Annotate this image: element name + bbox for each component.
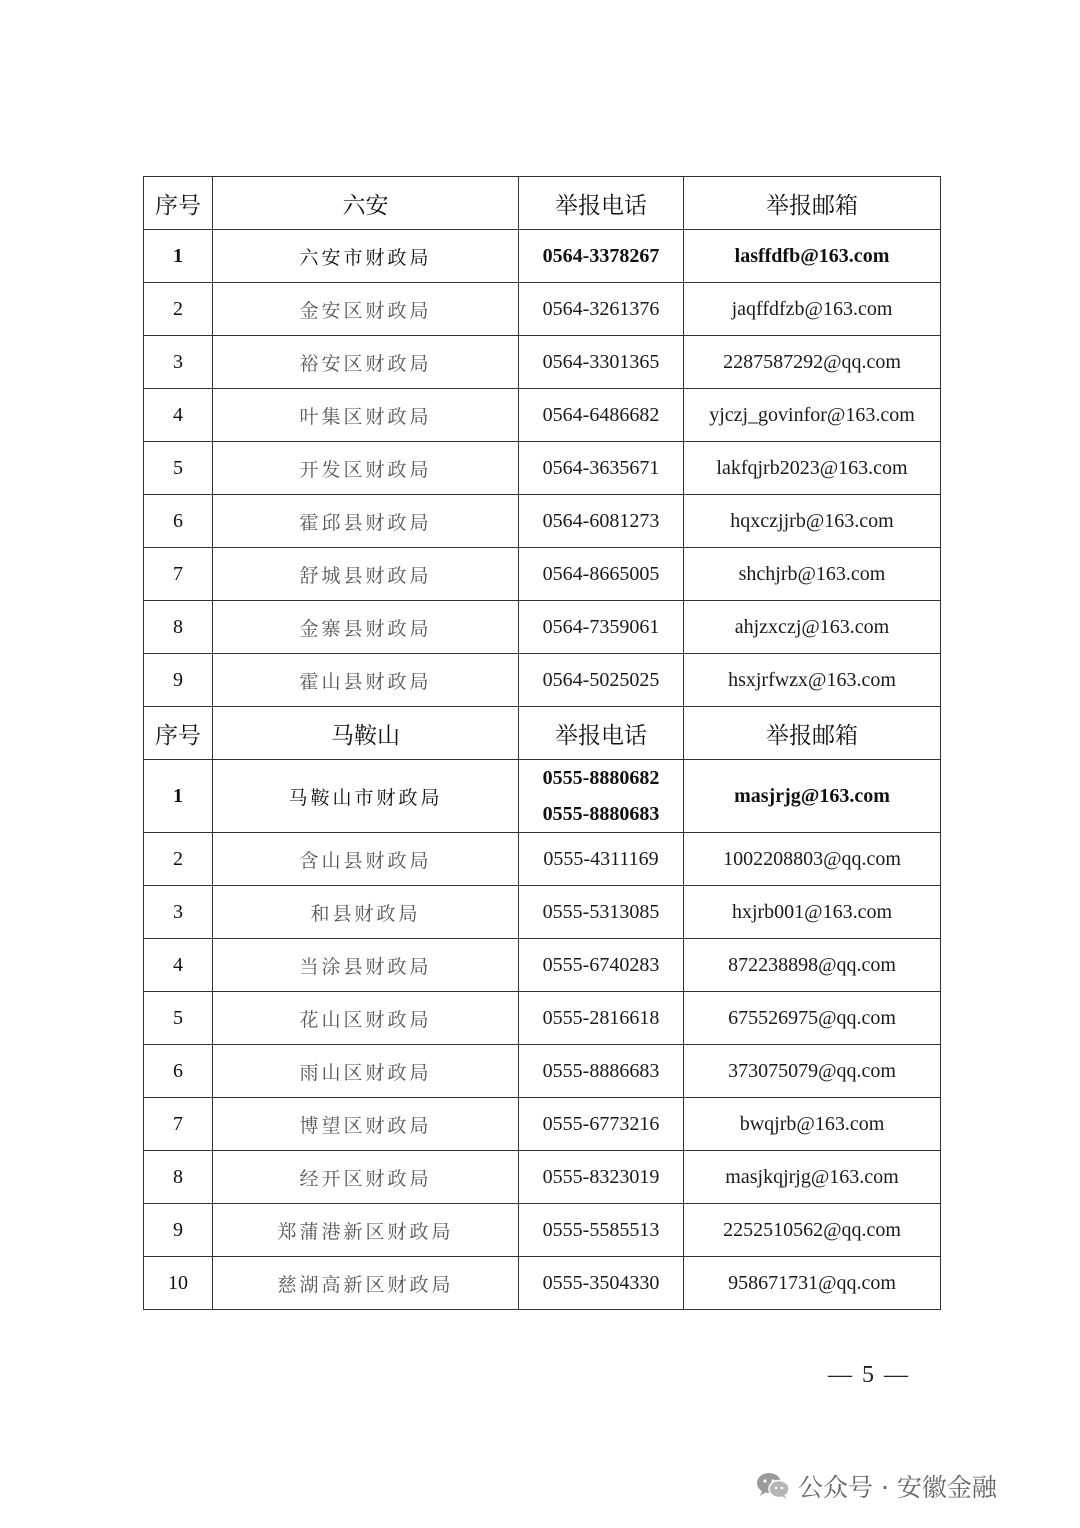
report-email: 872238898@qq.com: [684, 939, 941, 992]
header-index: 序号: [144, 707, 213, 760]
report-phone: [519, 654, 684, 707]
report-contact-table: [143, 176, 941, 1310]
row-index: 3: [144, 886, 213, 939]
table-row: [144, 1151, 941, 1204]
report-email: shchjrb@163.com: [684, 548, 941, 601]
report-phone: [519, 601, 684, 654]
report-email: 1002208803@qq.com: [684, 833, 941, 886]
report-email: masjrjg@163.com: [684, 760, 941, 833]
report-phone: [519, 1151, 684, 1204]
section-header-row: [144, 707, 941, 760]
row-index: 7: [144, 1098, 213, 1151]
phone-number: 0564-3261376: [542, 298, 660, 320]
row-index: 3: [144, 336, 213, 389]
agency-name: 叶集区财政局: [213, 389, 519, 442]
report-email: jaqffdfzb@163.com: [684, 283, 941, 336]
header-phone: 举报电话: [519, 177, 684, 230]
phone-number: 0564-3635671: [542, 457, 660, 479]
report-phone: [519, 230, 684, 283]
row-index: 10: [144, 1257, 213, 1310]
table-row: [144, 1045, 941, 1098]
report-phone: [519, 886, 684, 939]
agency-name: 郑蒲港新区财政局: [213, 1204, 519, 1257]
report-email: 958671731@qq.com: [684, 1257, 941, 1310]
report-email: 2252510562@qq.com: [684, 1204, 941, 1257]
header-phone: 举报电话: [519, 707, 684, 760]
report-phone: [519, 1204, 684, 1257]
table-row: [144, 1204, 941, 1257]
agency-name: 霍山县财政局: [213, 654, 519, 707]
table-row: [144, 548, 941, 601]
header-email: 举报邮箱: [684, 177, 941, 230]
phone-number: 0555-8880683: [542, 803, 660, 825]
report-email: ahjzxczj@163.com: [684, 601, 941, 654]
phone-number: 0555-8886683: [542, 1060, 660, 1082]
agency-name: 裕安区财政局: [213, 336, 519, 389]
report-phone: [519, 1045, 684, 1098]
phone-number: 0564-6081273: [542, 510, 660, 532]
agency-name: 舒城县财政局: [213, 548, 519, 601]
agency-name: 慈湖高新区财政局: [213, 1257, 519, 1310]
header-region: 马鞍山: [213, 707, 519, 760]
header-region: 六安: [213, 177, 519, 230]
report-email: hsxjrfwzx@163.com: [684, 654, 941, 707]
phone-number: 0564-3378267: [542, 245, 660, 267]
table-row: [144, 389, 941, 442]
watermark-text: 公众号 · 安徽金融: [798, 1473, 997, 1502]
row-index: 1: [144, 230, 213, 283]
row-index: 5: [144, 992, 213, 1045]
report-email: lakfqjrb2023@163.com: [684, 442, 941, 495]
table-row: [144, 1257, 941, 1310]
agency-name: 霍邱县财政局: [213, 495, 519, 548]
table-row: [144, 1098, 941, 1151]
agency-name: 金安区财政局: [213, 283, 519, 336]
report-phone: [519, 1257, 684, 1310]
report-phone: [519, 389, 684, 442]
phone-number: 0564-7359061: [542, 616, 660, 638]
row-index: 6: [144, 495, 213, 548]
row-index: 2: [144, 833, 213, 886]
agency-name: 经开区财政局: [213, 1151, 519, 1204]
report-phone: [519, 939, 684, 992]
agency-name: 含山县财政局: [213, 833, 519, 886]
phone-number: 0564-8665005: [542, 563, 660, 585]
agency-name: 博望区财政局: [213, 1098, 519, 1151]
row-index: 9: [144, 654, 213, 707]
row-index: 6: [144, 1045, 213, 1098]
report-email: 675526975@qq.com: [684, 992, 941, 1045]
report-email: lasffdfb@163.com: [684, 230, 941, 283]
report-email: masjkqjrjg@163.com: [684, 1151, 941, 1204]
watermark: [756, 1466, 997, 1506]
section-header-row: [144, 177, 941, 230]
report-phone: [519, 1098, 684, 1151]
row-index: 4: [144, 939, 213, 992]
table-row: [144, 283, 941, 336]
table-row: [144, 760, 941, 833]
agency-name: 雨山区财政局: [213, 1045, 519, 1098]
report-phone: [519, 833, 684, 886]
report-email: yjczj_govinfor@163.com: [684, 389, 941, 442]
agency-name: 马鞍山市财政局: [213, 760, 519, 833]
row-index: 8: [144, 1151, 213, 1204]
row-index: 1: [144, 760, 213, 833]
row-index: 2: [144, 283, 213, 336]
agency-name: 当涂县财政局: [213, 939, 519, 992]
report-email: hxjrb001@163.com: [684, 886, 941, 939]
report-phone: [519, 992, 684, 1045]
agency-name: 开发区财政局: [213, 442, 519, 495]
row-index: 9: [144, 1204, 213, 1257]
agency-name: 花山区财政局: [213, 992, 519, 1045]
table-row: [144, 336, 941, 389]
phone-number: 0555-8880682: [542, 767, 660, 789]
phone-number: 0555-4311169: [543, 848, 659, 870]
phone-number: 0555-3504330: [542, 1272, 660, 1294]
report-phone: [519, 760, 684, 833]
agency-name: 金寨县财政局: [213, 601, 519, 654]
report-phone: [519, 442, 684, 495]
table-body: [144, 177, 941, 1310]
phone-number: 0564-6486682: [542, 404, 660, 426]
phone-number: 0555-5585513: [542, 1219, 660, 1241]
table-row: [144, 654, 941, 707]
phone-number: 0555-8323019: [542, 1166, 660, 1188]
report-phone: [519, 283, 684, 336]
report-phone: [519, 548, 684, 601]
row-index: 5: [144, 442, 213, 495]
row-index: 7: [144, 548, 213, 601]
table-row: [144, 601, 941, 654]
report-phone: [519, 336, 684, 389]
report-email: 2287587292@qq.com: [684, 336, 941, 389]
phone-number: 0555-6740283: [542, 954, 660, 976]
table-row: [144, 442, 941, 495]
table-row: [144, 495, 941, 548]
header-email: 举报邮箱: [684, 707, 941, 760]
page-number: — 5 —: [828, 1362, 910, 1388]
phone-number: 0555-2816618: [542, 1007, 660, 1029]
report-phone: [519, 495, 684, 548]
report-email: 373075079@qq.com: [684, 1045, 941, 1098]
table-row: [144, 939, 941, 992]
table-row: [144, 992, 941, 1045]
table-row: [144, 230, 941, 283]
row-index: 8: [144, 601, 213, 654]
row-index: 4: [144, 389, 213, 442]
agency-name: 和县财政局: [213, 886, 519, 939]
table-row: [144, 886, 941, 939]
report-email: hqxczjjrb@163.com: [684, 495, 941, 548]
phone-number: 0564-5025025: [542, 669, 660, 691]
wechat-icon: [756, 1471, 790, 1501]
header-index: 序号: [144, 177, 213, 230]
table-row: [144, 833, 941, 886]
agency-name: 六安市财政局: [213, 230, 519, 283]
phone-number: 0555-5313085: [542, 901, 660, 923]
phone-number: 0564-3301365: [542, 351, 660, 373]
report-email: bwqjrb@163.com: [684, 1098, 941, 1151]
phone-number: 0555-6773216: [542, 1113, 660, 1135]
